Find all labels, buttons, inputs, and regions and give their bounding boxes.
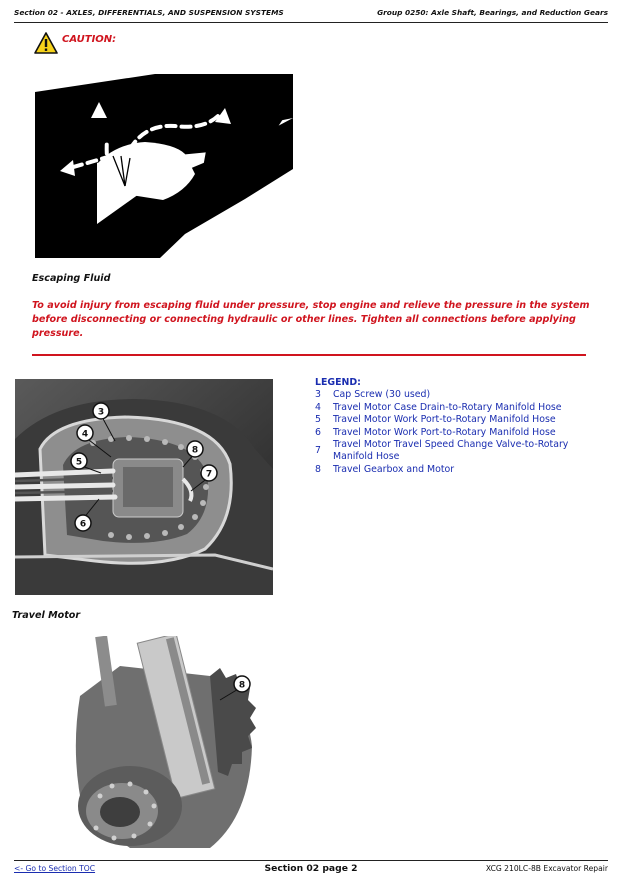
legend-text: Cap Screw (30 used) xyxy=(333,389,431,401)
legend-number: 4 xyxy=(315,401,321,413)
legend-number: 3 xyxy=(315,389,321,401)
warning-divider xyxy=(32,354,586,356)
legend-item xyxy=(315,427,605,439)
legend-text: Travel Motor Case Drain-to-Rotary Manifold Hose xyxy=(333,401,562,413)
legend-item xyxy=(315,389,605,401)
legend-number: 6 xyxy=(315,426,321,438)
legend-number: 7 xyxy=(315,445,321,457)
legend-item xyxy=(315,439,605,464)
header-divider xyxy=(14,22,608,23)
page-header xyxy=(14,8,608,22)
page-footer xyxy=(14,864,608,878)
legend-item xyxy=(315,402,605,414)
legend-text: Travel Motor Travel Speed Change Valve-to-Rotary Manifold Hose xyxy=(333,439,569,463)
travel-motor-photo xyxy=(15,379,273,595)
legend-title: LEGEND: xyxy=(315,377,361,388)
escaping-fluid-illustration xyxy=(35,74,293,258)
travel-motor-title: Travel Motor xyxy=(12,610,81,621)
callout-3: 3 xyxy=(97,407,105,418)
legend-text: Travel Motor Work Port-to-Rotary Manifold Hose xyxy=(333,426,556,438)
callout-4: 4 xyxy=(81,429,89,440)
section-title: Section 02 - AXLES, DIFFERENTIALS, AND SUSPENSION SYSTEMS xyxy=(14,8,284,17)
travel-gearbox-photo xyxy=(60,636,266,848)
legend xyxy=(315,377,605,476)
callout-7: 7 xyxy=(205,469,213,480)
footer-divider xyxy=(14,860,608,861)
section-toc-link[interactable]: <- Go to Section TOC xyxy=(14,864,96,873)
warning-triangle-icon xyxy=(34,32,58,54)
legend-item xyxy=(315,414,605,426)
page-number: Section 02 page 2 xyxy=(264,863,358,874)
callout-6: 6 xyxy=(79,519,87,530)
group-title: Group 0250: Axle Shaft, Bearings, and Reduction Gears xyxy=(377,8,608,17)
hazard-figure-title: Escaping Fluid xyxy=(32,273,111,284)
caution-label: CAUTION: xyxy=(62,34,117,45)
callout-8-gearbox: 8 xyxy=(238,680,246,691)
legend-item xyxy=(315,464,605,476)
manual-title: XCG 210LC-8B Excavator Repair xyxy=(485,864,608,873)
callout-5: 5 xyxy=(75,457,83,468)
legend-text: Travel Motor Work Port-to-Rotary Manifold Hose xyxy=(333,414,556,426)
callout-8: 8 xyxy=(191,445,199,456)
legend-text: Travel Gearbox and Motor xyxy=(333,463,455,475)
legend-number: 5 xyxy=(315,414,321,426)
caution-block xyxy=(34,32,117,58)
legend-number: 8 xyxy=(315,463,321,475)
warning-paragraph: To avoid injury from escaping fluid under pressure, stop engine and relieve the pressure in the system before disconnecting or connecting hydraulic or other lines. Tighten all connections before applying pressure. xyxy=(32,300,590,339)
